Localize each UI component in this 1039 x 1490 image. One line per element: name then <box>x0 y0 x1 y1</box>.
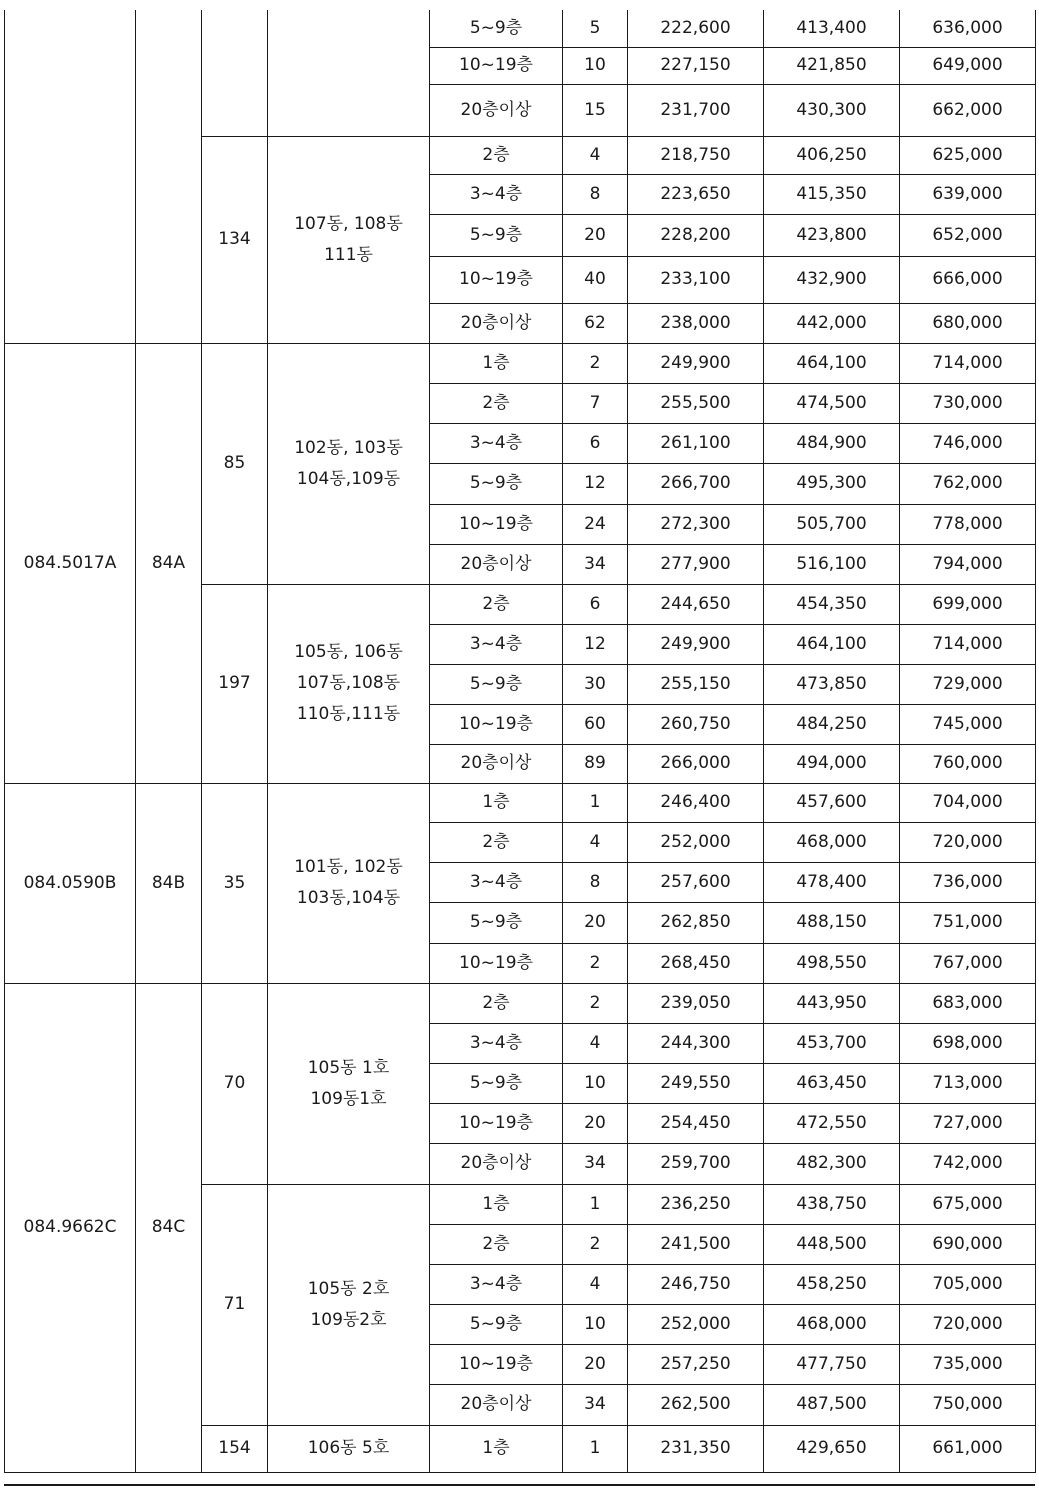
floor-range-cell: 20층이상 <box>430 1384 563 1425</box>
middle-payment-cell: 495,300 <box>764 463 900 504</box>
housing-type-cell <box>136 10 202 343</box>
balance-payment-cell: 720,000 <box>900 1304 1036 1344</box>
floor-range-cell: 3~4층 <box>430 174 563 214</box>
balance-payment-cell: 762,000 <box>900 463 1036 504</box>
floor-unit-count-cell: 15 <box>563 84 628 136</box>
unit-count-cell <box>202 10 268 136</box>
balance-payment-cell: 705,000 <box>900 1264 1036 1304</box>
middle-payment-cell: 473,850 <box>764 664 900 704</box>
down-payment-cell: 241,500 <box>628 1224 764 1264</box>
floor-range-cell: 1층 <box>430 343 563 383</box>
balance-payment-cell: 729,000 <box>900 664 1036 704</box>
balance-payment-cell: 690,000 <box>900 1224 1036 1264</box>
housing-type-cell: 84B <box>136 783 202 983</box>
floor-range-cell: 10~19층 <box>430 1103 563 1143</box>
floor-unit-count-cell: 20 <box>563 214 628 256</box>
building-numbers-line: 105동 1호 <box>307 1057 390 1078</box>
balance-payment-cell: 636,000 <box>900 10 1036 47</box>
down-payment-cell: 231,700 <box>628 84 764 136</box>
floor-range-cell: 1층 <box>430 1425 563 1472</box>
floor-range-cell: 20층이상 <box>430 544 563 584</box>
building-numbers-line: 110동,111동 <box>296 704 401 724</box>
floor-unit-count-cell: 1 <box>563 783 628 822</box>
down-payment-cell: 254,450 <box>628 1103 764 1143</box>
floor-range-cell: 5~9층 <box>430 1063 563 1103</box>
floor-unit-count-cell: 89 <box>563 744 628 783</box>
balance-payment-cell: 727,000 <box>900 1103 1036 1143</box>
floor-unit-count-cell: 30 <box>563 664 628 704</box>
floor-unit-count-cell: 2 <box>563 943 628 983</box>
unit-count-cell: 71 <box>202 1184 268 1425</box>
floor-unit-count-cell: 6 <box>563 423 628 463</box>
floor-unit-count-cell: 7 <box>563 383 628 423</box>
unit-count-cell: 154 <box>202 1425 268 1472</box>
floor-unit-count-cell: 34 <box>563 1384 628 1425</box>
down-payment-cell: 266,000 <box>628 744 764 783</box>
balance-payment-cell: 730,000 <box>900 383 1036 423</box>
balance-payment-cell: 652,000 <box>900 214 1036 256</box>
floor-unit-count-cell: 12 <box>563 624 628 664</box>
building-numbers-line: 109동2호 <box>310 1309 387 1330</box>
floor-unit-count-cell: 4 <box>563 1023 628 1063</box>
balance-payment-cell: 746,000 <box>900 423 1036 463</box>
floor-range-cell: 5~9층 <box>430 664 563 704</box>
building-numbers-line: 105동 2호 <box>307 1278 390 1299</box>
middle-payment-cell: 468,000 <box>764 1304 900 1344</box>
balance-payment-cell: 760,000 <box>900 744 1036 783</box>
floor-unit-count-cell: 62 <box>563 303 628 343</box>
middle-payment-cell: 458,250 <box>764 1264 900 1304</box>
floor-range-cell: 1층 <box>430 1184 563 1224</box>
balance-payment-cell: 778,000 <box>900 504 1036 544</box>
middle-payment-cell: 448,500 <box>764 1224 900 1264</box>
floor-unit-count-cell: 10 <box>563 1304 628 1344</box>
down-payment-cell: 252,000 <box>628 1304 764 1344</box>
table-row <box>5 783 1036 822</box>
down-payment-cell: 257,600 <box>628 862 764 902</box>
building-numbers-line: 106동 5호 <box>307 1438 390 1458</box>
floor-unit-count-cell: 60 <box>563 704 628 744</box>
middle-payment-cell: 430,300 <box>764 84 900 136</box>
balance-payment-cell: 661,000 <box>900 1425 1036 1472</box>
down-payment-cell: 228,200 <box>628 214 764 256</box>
down-payment-cell: 218,750 <box>628 136 764 174</box>
floor-unit-count-cell: 34 <box>563 544 628 584</box>
floor-range-cell: 10~19층 <box>430 1344 563 1384</box>
middle-payment-cell: 464,100 <box>764 343 900 383</box>
balance-payment-cell: 713,000 <box>900 1063 1036 1103</box>
middle-payment-cell: 494,000 <box>764 744 900 783</box>
balance-payment-cell: 736,000 <box>900 862 1036 902</box>
floor-range-cell: 3~4층 <box>430 862 563 902</box>
model-code-cell: 084.5017A <box>5 343 136 783</box>
middle-payment-cell: 484,900 <box>764 423 900 463</box>
floor-range-cell: 20층이상 <box>430 84 563 136</box>
building-numbers-cell <box>268 10 430 136</box>
floor-range-cell: 10~19층 <box>430 504 563 544</box>
floor-range-cell: 5~9층 <box>430 214 563 256</box>
balance-payment-cell: 767,000 <box>900 943 1036 983</box>
middle-payment-cell: 463,450 <box>764 1063 900 1103</box>
model-code-cell: 084.9662C <box>5 983 136 1472</box>
building-numbers-line: 111동 <box>324 244 373 265</box>
floor-range-cell: 10~19층 <box>430 943 563 983</box>
balance-payment-cell: 699,000 <box>900 584 1036 624</box>
unit-count-cell: 85 <box>202 343 268 584</box>
balance-payment-cell: 649,000 <box>900 47 1036 84</box>
floor-range-cell: 2층 <box>430 983 563 1023</box>
middle-payment-cell: 443,950 <box>764 983 900 1023</box>
middle-payment-cell: 472,550 <box>764 1103 900 1143</box>
middle-payment-cell: 454,350 <box>764 584 900 624</box>
floor-unit-count-cell: 10 <box>563 1063 628 1103</box>
floor-unit-count-cell: 40 <box>563 256 628 303</box>
down-payment-cell: 259,700 <box>628 1143 764 1184</box>
floor-range-cell: 20층이상 <box>430 303 563 343</box>
middle-payment-cell: 478,400 <box>764 862 900 902</box>
floor-unit-count-cell: 20 <box>563 902 628 943</box>
down-payment-cell: 233,100 <box>628 256 764 303</box>
balance-payment-cell: 714,000 <box>900 624 1036 664</box>
balance-payment-cell: 735,000 <box>900 1344 1036 1384</box>
building-numbers-cell <box>268 783 430 983</box>
down-payment-cell: 249,900 <box>628 343 764 383</box>
middle-payment-cell: 477,750 <box>764 1344 900 1384</box>
down-payment-cell: 227,150 <box>628 47 764 84</box>
building-numbers-cell <box>268 584 430 783</box>
down-payment-cell: 238,000 <box>628 303 764 343</box>
price-table <box>4 10 1036 1473</box>
floor-range-cell: 3~4층 <box>430 1023 563 1063</box>
floor-range-cell: 5~9층 <box>430 463 563 504</box>
floor-range-cell: 3~4층 <box>430 423 563 463</box>
down-payment-cell: 223,650 <box>628 174 764 214</box>
middle-payment-cell: 429,650 <box>764 1425 900 1472</box>
down-payment-cell: 266,700 <box>628 463 764 504</box>
balance-payment-cell: 698,000 <box>900 1023 1036 1063</box>
building-numbers-cell <box>268 983 430 1184</box>
down-payment-cell: 262,500 <box>628 1384 764 1425</box>
down-payment-cell: 255,150 <box>628 664 764 704</box>
down-payment-cell: 268,450 <box>628 943 764 983</box>
floor-range-cell: 2층 <box>430 136 563 174</box>
floor-unit-count-cell: 1 <box>563 1425 628 1472</box>
balance-payment-cell: 742,000 <box>900 1143 1036 1184</box>
floor-unit-count-cell: 5 <box>563 10 628 47</box>
building-numbers-line: 109동1호 <box>310 1088 387 1109</box>
floor-range-cell: 5~9층 <box>430 10 563 47</box>
middle-payment-cell: 457,600 <box>764 783 900 822</box>
balance-payment-cell: 714,000 <box>900 343 1036 383</box>
balance-payment-cell: 704,000 <box>900 783 1036 822</box>
floor-range-cell: 2층 <box>430 584 563 624</box>
floor-unit-count-cell: 20 <box>563 1103 628 1143</box>
down-payment-cell: 261,100 <box>628 423 764 463</box>
table-bottom-rule <box>4 1484 1035 1486</box>
floor-range-cell: 5~9층 <box>430 1304 563 1344</box>
floor-range-cell: 10~19층 <box>430 256 563 303</box>
building-numbers-line: 102동, 103동 <box>294 437 403 458</box>
table-row <box>5 983 1036 1023</box>
floor-range-cell: 1층 <box>430 783 563 822</box>
floor-range-cell: 2층 <box>430 1224 563 1264</box>
balance-payment-cell: 794,000 <box>900 544 1036 584</box>
balance-payment-cell: 683,000 <box>900 983 1036 1023</box>
middle-payment-cell: 432,900 <box>764 256 900 303</box>
middle-payment-cell: 453,700 <box>764 1023 900 1063</box>
floor-unit-count-cell: 8 <box>563 862 628 902</box>
floor-unit-count-cell: 2 <box>563 983 628 1023</box>
balance-payment-cell: 639,000 <box>900 174 1036 214</box>
down-payment-cell: 246,400 <box>628 783 764 822</box>
down-payment-cell: 244,300 <box>628 1023 764 1063</box>
balance-payment-cell: 745,000 <box>900 704 1036 744</box>
building-numbers-line: 105동, 106동 <box>294 642 403 662</box>
floor-unit-count-cell: 4 <box>563 136 628 174</box>
down-payment-cell: 236,250 <box>628 1184 764 1224</box>
down-payment-cell: 252,000 <box>628 822 764 862</box>
unit-count-cell: 134 <box>202 136 268 343</box>
floor-unit-count-cell: 34 <box>563 1143 628 1184</box>
model-code-cell: 084.0590B <box>5 783 136 983</box>
table-row <box>5 10 1036 47</box>
floor-range-cell: 20층이상 <box>430 744 563 783</box>
down-payment-cell: 239,050 <box>628 983 764 1023</box>
down-payment-cell: 262,850 <box>628 902 764 943</box>
floor-unit-count-cell: 2 <box>563 343 628 383</box>
middle-payment-cell: 498,550 <box>764 943 900 983</box>
floor-range-cell: 3~4층 <box>430 624 563 664</box>
down-payment-cell: 246,750 <box>628 1264 764 1304</box>
floor-unit-count-cell: 12 <box>563 463 628 504</box>
floor-unit-count-cell: 6 <box>563 584 628 624</box>
balance-payment-cell: 750,000 <box>900 1384 1036 1425</box>
down-payment-cell: 249,900 <box>628 624 764 664</box>
middle-payment-cell: 516,100 <box>764 544 900 584</box>
down-payment-cell: 257,250 <box>628 1344 764 1384</box>
floor-unit-count-cell: 10 <box>563 47 628 84</box>
building-numbers-cell <box>268 1184 430 1425</box>
middle-payment-cell: 487,500 <box>764 1384 900 1425</box>
floor-range-cell: 2층 <box>430 822 563 862</box>
balance-payment-cell: 625,000 <box>900 136 1036 174</box>
down-payment-cell: 255,500 <box>628 383 764 423</box>
middle-payment-cell: 421,850 <box>764 47 900 84</box>
middle-payment-cell: 415,350 <box>764 174 900 214</box>
housing-type-cell: 84C <box>136 983 202 1472</box>
floor-range-cell: 20층이상 <box>430 1143 563 1184</box>
floor-range-cell: 3~4층 <box>430 1264 563 1304</box>
floor-unit-count-cell: 4 <box>563 822 628 862</box>
housing-type-cell: 84A <box>136 343 202 783</box>
building-numbers-line: 104동,109동 <box>296 468 401 489</box>
middle-payment-cell: 482,300 <box>764 1143 900 1184</box>
unit-count-cell: 70 <box>202 983 268 1184</box>
middle-payment-cell: 474,500 <box>764 383 900 423</box>
table-row <box>5 343 1036 383</box>
balance-payment-cell: 662,000 <box>900 84 1036 136</box>
down-payment-cell: 249,550 <box>628 1063 764 1103</box>
unit-count-cell: 35 <box>202 783 268 983</box>
middle-payment-cell: 442,000 <box>764 303 900 343</box>
middle-payment-cell: 484,250 <box>764 704 900 744</box>
balance-payment-cell: 680,000 <box>900 303 1036 343</box>
floor-unit-count-cell: 8 <box>563 174 628 214</box>
floor-unit-count-cell: 2 <box>563 1224 628 1264</box>
floor-unit-count-cell: 4 <box>563 1264 628 1304</box>
building-numbers-cell <box>268 136 430 343</box>
building-numbers-cell <box>268 1425 430 1472</box>
unit-count-cell: 197 <box>202 584 268 783</box>
middle-payment-cell: 438,750 <box>764 1184 900 1224</box>
down-payment-cell: 277,900 <box>628 544 764 584</box>
balance-payment-cell: 675,000 <box>900 1184 1036 1224</box>
building-numbers-line: 103동,104동 <box>296 888 401 908</box>
building-numbers-line: 107동,108동 <box>296 673 401 693</box>
floor-unit-count-cell: 24 <box>563 504 628 544</box>
model-code-cell <box>5 10 136 343</box>
floor-range-cell: 10~19층 <box>430 47 563 84</box>
down-payment-cell: 272,300 <box>628 504 764 544</box>
floor-unit-count-cell: 20 <box>563 1344 628 1384</box>
floor-range-cell: 10~19층 <box>430 704 563 744</box>
middle-payment-cell: 406,250 <box>764 136 900 174</box>
balance-payment-cell: 751,000 <box>900 902 1036 943</box>
floor-range-cell: 2층 <box>430 383 563 423</box>
down-payment-cell: 231,350 <box>628 1425 764 1472</box>
floor-range-cell: 5~9층 <box>430 902 563 943</box>
middle-payment-cell: 464,100 <box>764 624 900 664</box>
building-numbers-line: 107동, 108동 <box>294 213 403 234</box>
middle-payment-cell: 423,800 <box>764 214 900 256</box>
middle-payment-cell: 505,700 <box>764 504 900 544</box>
building-numbers-cell <box>268 343 430 584</box>
down-payment-cell: 222,600 <box>628 10 764 47</box>
down-payment-cell: 260,750 <box>628 704 764 744</box>
balance-payment-cell: 720,000 <box>900 822 1036 862</box>
down-payment-cell: 244,650 <box>628 584 764 624</box>
middle-payment-cell: 468,000 <box>764 822 900 862</box>
middle-payment-cell: 413,400 <box>764 10 900 47</box>
building-numbers-line: 101동, 102동 <box>294 857 403 877</box>
balance-payment-cell: 666,000 <box>900 256 1036 303</box>
floor-unit-count-cell: 1 <box>563 1184 628 1224</box>
middle-payment-cell: 488,150 <box>764 902 900 943</box>
